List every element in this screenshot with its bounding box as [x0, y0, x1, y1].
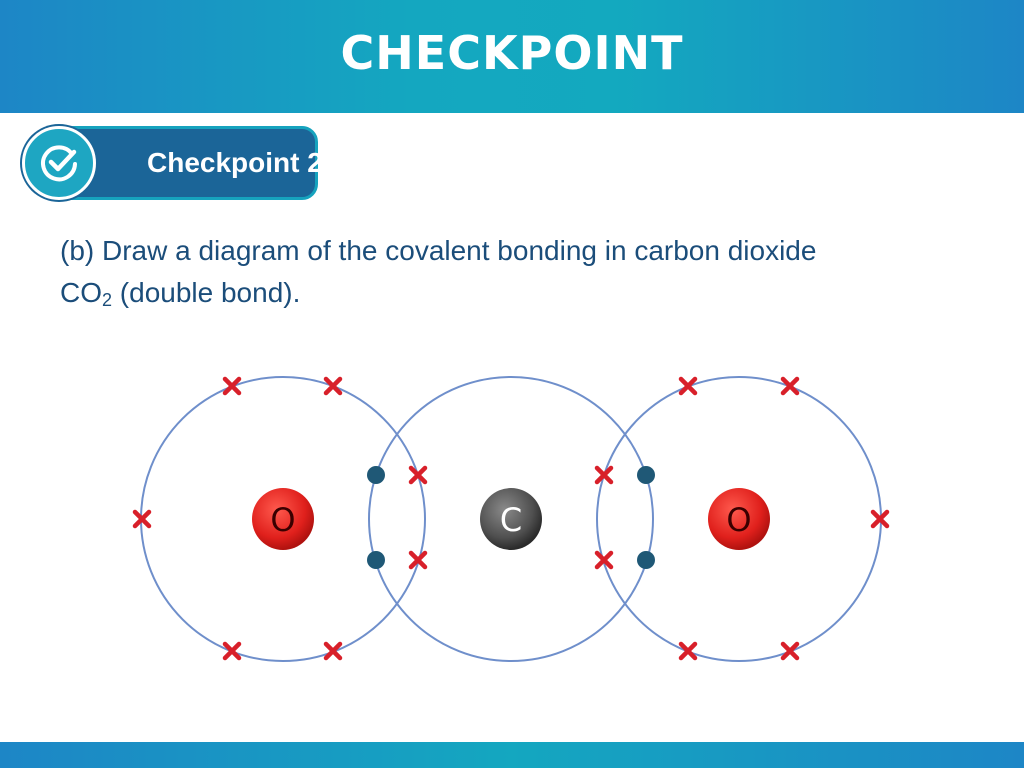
oxygen-right-nucleus [708, 488, 770, 550]
carbon-nucleus [480, 488, 542, 550]
question-text [60, 230, 960, 321]
electron-cross [597, 468, 611, 482]
formula-rest: (double bond). [112, 277, 301, 308]
electron-cross [681, 379, 695, 393]
formula-main: CO [60, 277, 102, 308]
header-bar [0, 0, 1024, 113]
electron-dot [367, 551, 385, 569]
electron-cross [225, 379, 239, 393]
footer-bar [0, 742, 1024, 768]
electron-dot [637, 551, 655, 569]
question-line-1: (b) Draw a diagram of the covalent bonding in carbon dioxide [60, 235, 817, 266]
checkmark-icon [22, 126, 96, 200]
formula-subscript: 2 [102, 290, 113, 310]
electron-cross [411, 468, 425, 482]
electron-cross [783, 379, 797, 393]
atom-symbol: O [270, 501, 296, 539]
atom-symbol: C [499, 501, 523, 539]
badge-pill [58, 126, 323, 200]
electron-cross [783, 644, 797, 658]
co2-bonding-diagram [0, 340, 1024, 700]
badge-label: Checkpoint 2 [147, 147, 323, 178]
electron-dot [637, 466, 655, 484]
electron-cross [225, 644, 239, 658]
electron-cross [681, 644, 695, 658]
checkpoint-badge [22, 126, 323, 200]
oxygen-left-nucleus [252, 488, 314, 550]
question-line-2 [60, 272, 960, 321]
electron-dot [367, 466, 385, 484]
electron-cross [326, 379, 340, 393]
atom-symbol: O [726, 501, 752, 539]
page-title: CHECKPOINT [340, 25, 684, 80]
